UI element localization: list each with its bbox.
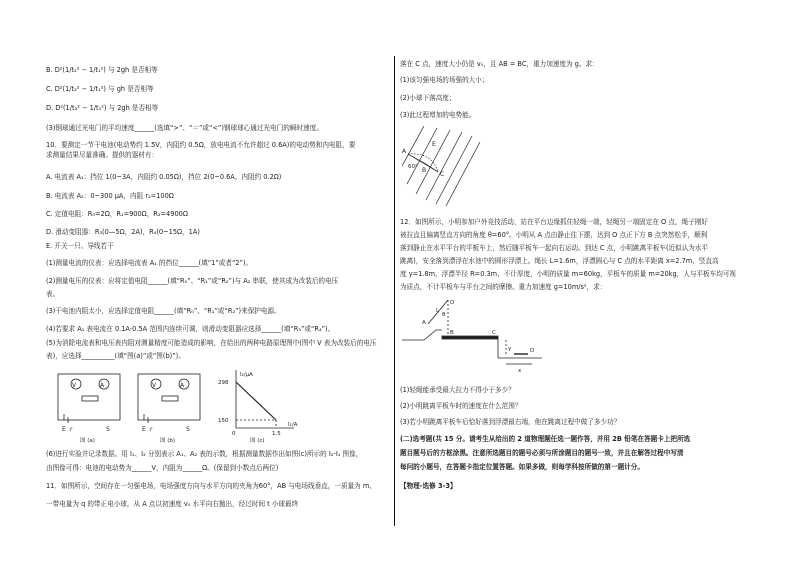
figure-c-caption: 图 (c) xyxy=(250,438,265,444)
circuit-diagram-b xyxy=(138,374,200,423)
circuit-figures xyxy=(54,370,304,445)
elective-heading: 【物理-选修 3-3】 xyxy=(400,482,457,490)
point-c-label: C xyxy=(440,171,445,178)
question-12-part-1: (1)轻绳能承受最大拉力不得小于多少？ xyxy=(400,386,515,394)
question-12-stem-5: 度 y=1.8m，浮漂半径 R=0.3m、不计厚度，小明的质量 m=60kg，平板车的质量 m=20kg，人与平板车均可视 xyxy=(400,270,737,278)
electric-field-diagram xyxy=(402,126,482,206)
svg-text:A: A xyxy=(99,382,105,389)
graph-x-label: I₁/A xyxy=(288,422,298,428)
question-10-part-5b: 表)，应选择__________(填“图(a)”或“图(b)”)。 xyxy=(46,352,185,360)
question-10-part-5a: (5)为消除电流表和电压表内阻对测量精度可能造成的影响，在给出的两种电路原理图中(图中 V 表为改装后的电压 xyxy=(46,339,377,347)
equipment-a: A. 电流表 A₁：挡位 1(0~3A，内阻约 0.05Ω)，挡位 2(0~0.6A，内阻约 0.2Ω) xyxy=(46,173,282,181)
question-11-part-3: (3)此过程增加的电势能。 xyxy=(400,111,476,119)
question-11-part-2: (2)小球下落高度； xyxy=(400,94,456,102)
option-d: D. D²(1/t₂² − 1/t₁²) 与 2gh 是否相等 xyxy=(46,104,159,112)
equipment-b: B. 电流表 A₂：0~300 μA，内阻 r₂=100Ω xyxy=(46,192,174,200)
svg-text:V: V xyxy=(71,382,77,389)
graph-x-tick-0: 0 xyxy=(232,431,236,437)
elective-section-1: (二)选考题(共 15 分。请考生从给出的 2 道物理题任选一题作答，并用 2B 铅笔在答题卡上把所选 xyxy=(400,435,691,443)
figure-a-caption: 图 (a) xyxy=(80,438,95,444)
point-c-label-12: C xyxy=(492,330,496,336)
question-10-part-1: (1)测量电流的仪表：应选择电流表 A₁ 的挡位______(填“1”或者“2”)。 xyxy=(46,259,253,267)
graph-y-tick-298: 298 xyxy=(218,380,229,386)
elective-section-3: 每问的小题号，在答题卡指定位置答题。如果多做，则每学科按所做的第一题计分。 xyxy=(400,463,644,471)
point-b-label-12: B xyxy=(450,330,454,336)
svg-text:E: E xyxy=(62,426,66,433)
figure-b-caption: 图 (b) xyxy=(160,438,176,444)
length-l-label: L xyxy=(436,308,440,314)
graph-x-tick-1.5: 1.5 xyxy=(272,431,281,437)
question-10-part-6b: 由图像可得：电池的电动势为______V，内阻为______Ω。(保留到小数点后两位) xyxy=(46,464,279,472)
elective-section-2: 题目题号后的方框涂黑。注意所选题目的题号必须与所涂题目的题号一致，并且在解答过程中写清 xyxy=(400,449,684,457)
point-a-label: A xyxy=(402,148,407,155)
point-o-label: O xyxy=(450,300,455,306)
theta-label: θ xyxy=(442,312,446,318)
question-10-stem-2: 求测量结果尽量准确。提供的器材有： xyxy=(46,151,159,159)
svg-text:V: V xyxy=(151,382,157,389)
question-11-stem-1: 11．如图所示，空间存在一匀强电场，电场强度方向与水平方向的夹角为60°，AB 与电场线垂直，一质量为 m、 xyxy=(46,482,376,490)
svg-text:E: E xyxy=(142,426,146,433)
question-9-part-3: (3)钢球通过光电门的平均速度______(选填“>”、“＝”或“<”)钢球球心通过光电门的瞬时速度。 xyxy=(46,124,323,132)
equipment-c: C. 定值电阻：R₀=2Ω，R₁=900Ω，R₂=4900Ω xyxy=(46,210,188,218)
point-b-label: B xyxy=(422,167,427,174)
svg-text:r: r xyxy=(150,426,153,433)
question-12-stem-3: 落到静止在水平平台的平板车上，然后随平板车一起向右运动。到达 C 点，小明跳离平板车(近似认为水平 xyxy=(400,244,709,252)
graph-y-label: I₂/μA xyxy=(240,372,253,378)
question-10-part-3: (3)干电池内阻太小，应选择定值电阻______(填“R₀”、“R₁”或“R₂”)来保护电源。 xyxy=(46,307,281,315)
question-12-stem-6: 为质点，不计平板车与平台之间的摩擦。重力加速度 g=10m/s²，求： xyxy=(400,283,607,291)
option-c: C. D²(1/t₂² − 1/t₁²) 与 gh 是否相等 xyxy=(46,85,154,93)
height-y-label: y xyxy=(508,346,512,352)
angle-label: 60° xyxy=(408,164,418,170)
point-a-label-12: A xyxy=(422,320,426,326)
equipment-e: E. 开关一只、导线若干 xyxy=(46,242,114,250)
platform-diagram xyxy=(402,298,552,376)
question-12-stem-1: 12．如图所示，小明参加户外竞技活动，站在平台边缘抓住轻绳一端，轻绳另一端固定在 O 点，绳子刚好 xyxy=(400,218,708,226)
question-11-stem-2: 一带电量为 q 的带正电小球，从 A 点以初速度 v₀ 水平向右抛出，经过时间 t 小球最终 xyxy=(46,500,299,508)
svg-text:S: S xyxy=(186,426,190,433)
question-12-stem-4: 跳离)，安全落到漂浮在水池中的圆形浮漂上。绳长 L=1.6m，浮漂圆心与 C 点的水平距离 x=2.7m、竖直高 xyxy=(400,257,719,265)
question-12-stem-2: 被拉直且偏离竖直方向的角度 θ=60°。小明从 A 点由静止往下摆，达到 O 点正下方 B 点突然松手，顺利 xyxy=(400,231,708,239)
question-10-part-2b: 表。 xyxy=(46,290,60,298)
question-12-part-2: (2)小明跳离平板车时的速度在什么范围？ xyxy=(400,402,522,410)
question-11-stem-3: 落在 C 点，速度大小仍是 v₀，且 AB = BC，重力加速度为 g。求： xyxy=(400,60,599,68)
equipment-d: D. 滑动变阻器：R₃(0—5Ω，2A)，R₄(0~15Ω，1A) xyxy=(46,228,200,236)
svg-text:S: S xyxy=(106,426,110,433)
svg-text:r: r xyxy=(70,426,73,433)
question-11-part-1: (1)该匀强电场的场强的大小； xyxy=(400,76,489,84)
question-10-part-6a: (6)进行实验并记录数据。用 I₁、I₂ 分别表示 A₁、A₂ 表的示数，根据测量数据作出如图(c)所示的 I₂-I₁ 图像， xyxy=(46,450,363,458)
graph-y-tick-150: 150 xyxy=(218,418,229,424)
point-d-label: D xyxy=(530,348,535,354)
question-10-part-4: (4)若要求 A₁ 表电流在 0.1A-0.5A 范围内连续可调，则滑动变阻器应选择______(填“R₃”或“R₄”)。 xyxy=(46,325,335,333)
svg-text:A: A xyxy=(179,382,185,389)
column-divider xyxy=(394,56,395,526)
question-10-part-2a: (2)测量电压的仪表：应将定值电阻______(填“R₀”、“R₁”或“R₂”)与 A₂ 串联，使其成为改装后的电压 xyxy=(46,277,339,285)
field-e-label: E xyxy=(432,141,436,148)
circuit-diagram-a xyxy=(58,374,120,423)
distance-x-label: x xyxy=(518,368,522,374)
option-b: B. D²(1/t₂² − 1/t₁²) 与 2gh 是否相等 xyxy=(46,66,158,74)
graph-c xyxy=(236,370,294,428)
question-10-stem-1: 10．要测定一节干电池(电动势约 1.5V，内阻约 0.5Ω，放电电流不允许超过 0.6A)的电动势和内电阻，要 xyxy=(46,141,356,149)
question-12-part-3: (3)若小明跳离平板车后恰好落到浮漂最右端，他在跳离过程中做了多少功？ xyxy=(400,418,621,426)
